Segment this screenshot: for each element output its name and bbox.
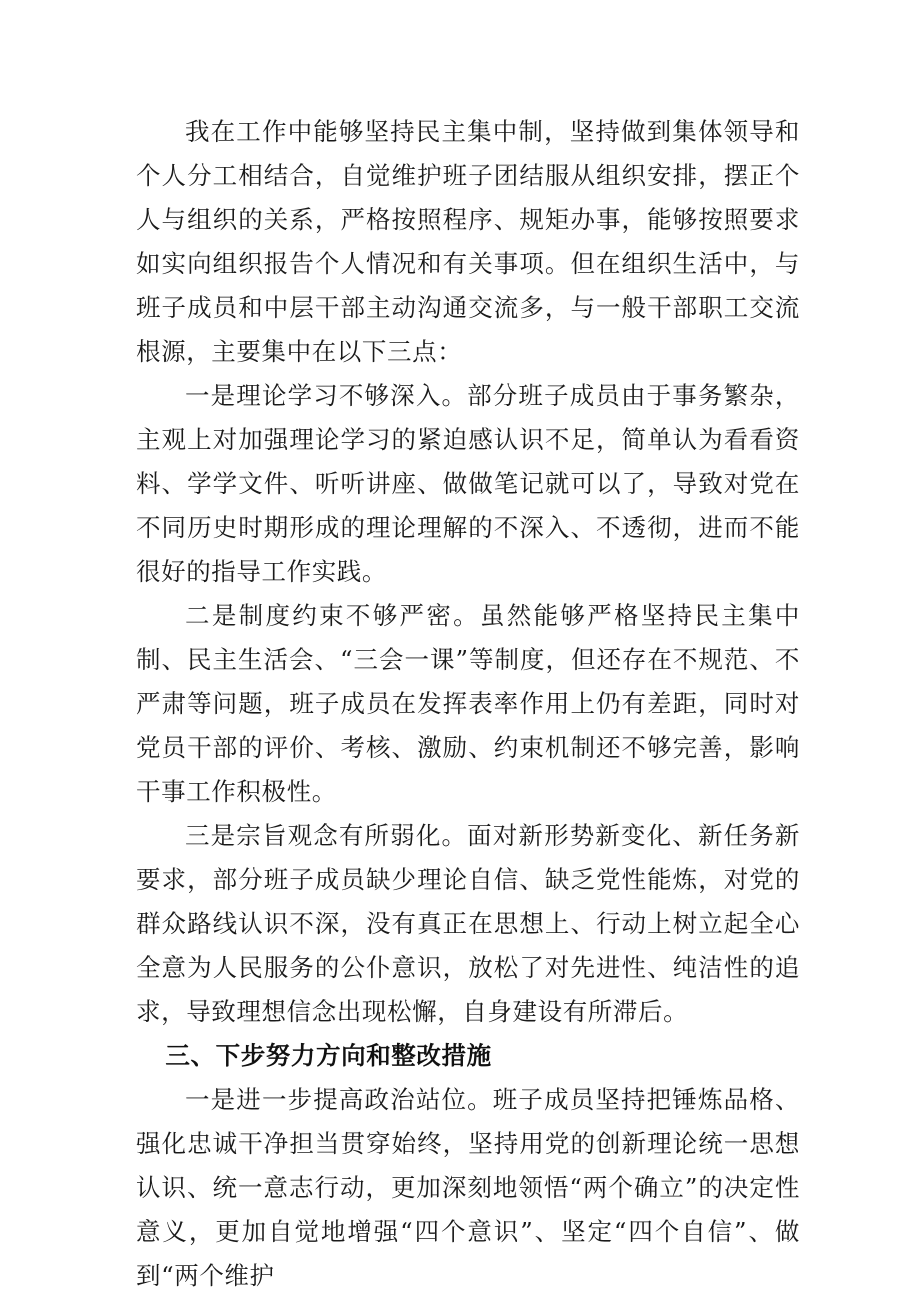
document-page xyxy=(136,110,800,1298)
paragraph-point-three: 三是宗旨观念有所弱化。面对新形势新变化、新任务新要求，部分班子成员缺少理论自信、缺乏党性能炼，对党的群众路线认识不深，没有真正在思想上、行动上树立起全心全意为人民服务的公仆意识，放松了对先进性、纯洁性的追求，导致理想信念出现松懈，自身建设有所滞后。 xyxy=(136,821,800,1026)
paragraph-intro: 我在工作中能够坚持民主集中制，坚持做到集体领导和个人分工相结合，自觉维护班子团结服从组织安排，摆正个人与组织的关系，严格按照程序、规矩办事，能够按照要求如实向组织报告个人情况和有关事项。但在组织生活中，与班子成员和中层干部主动沟通交流多，与一般干部职工交流根源，主要集中在以下三点： xyxy=(136,117,800,366)
paragraph-point-two: 二是制度约束不够严密。虽然能够严格坚持民主集中制、民主生活会、“三会一课”等制度，但还存在不规范、不严肃等问题，班子成员在发挥表率作用上仍有差距，同时对党员干部的评价、考核、激励、约束机制还不够完善，影响干事工作积极性。 xyxy=(136,601,800,806)
paragraph-measure-one: 一是进一步提高政治站位。班子成员坚持把锤炼品格、强化忠诚干净担当贯穿始终，坚持用党的创新理论统一思想认识、统一意志行动，更加深刻地领悟“两个确立”的决定性意义，更加自觉地增强“四个意识”、坚定“四个自信”、做到“两个维护 xyxy=(136,1085,800,1290)
section-heading: 三、下步努力方向和整改措施 xyxy=(165,1041,492,1070)
paragraph-point-one: 一是理论学习不够深入。部分班子成员由于事务繁杂，主观上对加强理论学习的紧迫感认识不足，简单认为看看资料、学学文件、听听讲座、做做笔记就可以了，导致对党在不同历史时期形成的理论理解的不深入、不透彻，进而不能很好的指导工作实践。 xyxy=(136,381,800,586)
